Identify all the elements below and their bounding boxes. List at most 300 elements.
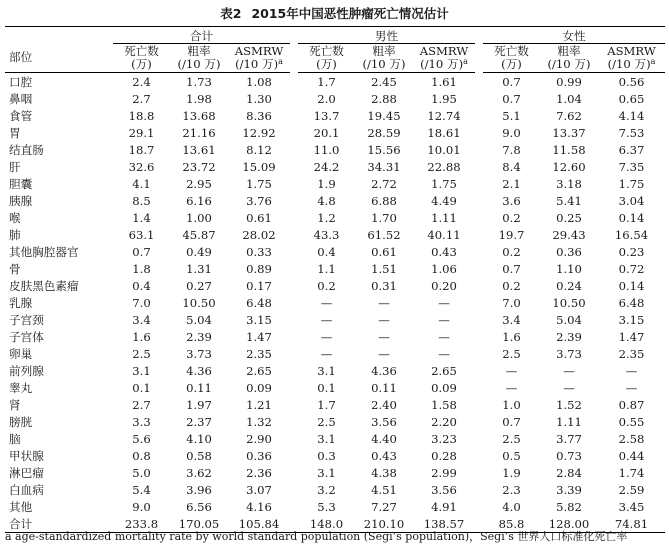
table-row	[5, 243, 665, 260]
value-cell: 1.61	[431, 74, 457, 89]
column-header-unit: (/10 万)	[420, 57, 464, 71]
site-name: 膀胱	[9, 414, 33, 429]
value-cell: 1.73	[186, 74, 212, 89]
table-row	[5, 362, 665, 379]
value-cell: 2.5	[132, 346, 151, 361]
value-cell: 2.58	[618, 431, 645, 446]
table-row	[5, 430, 665, 447]
value-cell: —	[505, 380, 518, 395]
value-cell: 2.5	[317, 414, 336, 429]
table-row	[5, 345, 665, 362]
value-cell: 1.1	[317, 261, 336, 276]
value-cell: 0.36	[246, 448, 272, 463]
column-header-name: 死亡数	[494, 44, 529, 58]
value-cell: 1.51	[371, 261, 397, 276]
value-cell: 19.7	[498, 227, 525, 242]
value-cell: 7.53	[618, 125, 645, 140]
value-cell: 0.61	[246, 210, 272, 225]
value-cell: 10.50	[182, 295, 216, 310]
site-name: 乳腺	[9, 295, 33, 310]
value-cell: 0.7	[502, 414, 521, 429]
value-cell: 0.28	[431, 448, 457, 463]
value-cell: 7.8	[502, 142, 521, 157]
value-cell: —	[320, 295, 333, 310]
site-name: 其他胸腔器官	[9, 244, 79, 259]
value-cell: 12.92	[242, 125, 276, 140]
group-header-male: 男性	[298, 27, 475, 44]
column-header-female-2	[598, 44, 665, 73]
value-cell: 2.7	[132, 397, 151, 412]
value-cell: 3.3	[132, 414, 151, 429]
value-cell: 3.1	[317, 363, 336, 378]
footnote-marker: a	[650, 57, 656, 66]
value-cell: 4.49	[431, 193, 457, 208]
value-cell: 4.36	[186, 363, 212, 378]
group-header-total: 合计	[113, 27, 290, 44]
value-cell: 1.70	[371, 210, 397, 225]
site-name: 前列腺	[9, 363, 44, 378]
value-cell: 2.45	[371, 74, 397, 89]
value-cell: 2.0	[317, 91, 336, 106]
value-cell: 11.0	[313, 142, 340, 157]
site-name: 淋巴瘤	[9, 465, 44, 480]
value-cell: 7.0	[502, 295, 521, 310]
value-cell: 0.61	[371, 244, 397, 259]
value-cell: 2.65	[246, 363, 272, 378]
value-cell: 0.58	[186, 448, 212, 463]
site-name: 皮肤黑色素瘤	[9, 278, 79, 293]
value-cell: 170.05	[170, 515, 228, 533]
value-cell: 0.7	[502, 74, 521, 89]
column-header-male-1	[355, 44, 413, 73]
value-cell: 2.35	[618, 346, 645, 361]
value-cell: 1.95	[431, 91, 457, 106]
value-cell: 210.10	[355, 515, 413, 533]
value-cell: 1.75	[246, 176, 272, 191]
value-cell: 0.4	[317, 244, 336, 259]
site-column-header: 部位	[5, 44, 113, 73]
value-cell: —	[378, 329, 390, 344]
value-cell: 1.0	[502, 397, 521, 412]
column-header-name: 粗率	[187, 44, 211, 58]
value-cell: 0.72	[618, 261, 645, 276]
value-cell: 0.3	[317, 448, 336, 463]
value-cell: 2.4	[132, 74, 151, 89]
value-cell: 2.36	[246, 465, 272, 480]
value-cell: 63.1	[128, 227, 155, 242]
value-cell: 5.3	[317, 499, 336, 514]
value-cell: 4.0	[502, 499, 521, 514]
value-cell: 2.7	[132, 91, 151, 106]
column-header-unit: (万)	[501, 57, 522, 71]
value-cell: —	[438, 312, 450, 327]
value-cell: 22.88	[427, 159, 461, 174]
table-row	[5, 328, 665, 345]
value-cell: 0.65	[618, 91, 645, 106]
value-cell: 6.37	[618, 142, 645, 157]
value-cell: 0.09	[246, 380, 272, 395]
value-cell: 2.65	[431, 363, 457, 378]
value-cell: 74.81	[598, 515, 665, 533]
value-cell: 3.15	[246, 312, 272, 327]
value-cell: 3.6	[502, 193, 521, 208]
column-header-total-0	[113, 44, 170, 73]
value-cell: 3.56	[371, 414, 397, 429]
value-cell: 3.18	[556, 176, 582, 191]
table-row	[5, 396, 665, 413]
value-cell: 29.43	[552, 227, 586, 242]
value-cell: 19.45	[367, 108, 401, 123]
value-cell: 148.0	[298, 515, 355, 533]
value-cell: 4.40	[371, 431, 397, 446]
value-cell: —	[563, 363, 575, 378]
column-header-male-2	[413, 44, 475, 73]
value-cell: 233.8	[113, 515, 170, 533]
value-cell: 28.02	[242, 227, 276, 242]
site-name: 合计	[5, 515, 113, 533]
value-cell: 15.56	[367, 142, 401, 157]
value-cell: 0.24	[556, 278, 582, 293]
value-cell: 2.5	[502, 346, 521, 361]
value-cell: 1.9	[317, 176, 336, 191]
footnote-marker: a	[463, 57, 468, 66]
value-cell: 13.68	[182, 108, 216, 123]
value-cell: 1.47	[246, 329, 272, 344]
site-name: 肺	[9, 227, 21, 242]
value-cell: —	[438, 295, 450, 310]
value-cell: 138.57	[413, 515, 475, 533]
value-cell: 2.39	[186, 329, 212, 344]
value-cell: 0.55	[618, 414, 645, 429]
table-row	[5, 107, 665, 124]
value-cell: 29.1	[128, 125, 155, 140]
table-row	[5, 379, 665, 396]
value-cell: 3.4	[132, 312, 151, 327]
value-cell: —	[505, 363, 518, 378]
table-row	[5, 141, 665, 158]
value-cell: 9.0	[502, 125, 521, 140]
column-header-unit: (/10 万)	[177, 57, 221, 71]
column-header-unit: (万)	[131, 57, 152, 71]
value-cell: 3.1	[317, 465, 336, 480]
value-cell: —	[438, 329, 450, 344]
value-cell: 28.59	[367, 125, 401, 140]
value-cell: 1.6	[502, 329, 521, 344]
value-cell: 0.4	[132, 278, 151, 293]
value-cell: 1.47	[618, 329, 645, 344]
site-name: 其他	[9, 499, 33, 514]
value-cell: 1.7	[317, 74, 336, 89]
table-row	[5, 481, 665, 498]
value-cell: 0.44	[618, 448, 645, 463]
value-cell: 4.14	[618, 108, 645, 123]
column-header-unit: (/10 万)	[362, 57, 406, 71]
value-cell: 10.50	[552, 295, 586, 310]
table-body	[5, 73, 665, 533]
value-cell: 34.31	[367, 159, 401, 174]
column-header-unit: (/10 万)	[235, 57, 279, 71]
value-cell: 0.8	[132, 448, 151, 463]
site-name: 睾丸	[9, 380, 33, 395]
column-header-name: ASMRW	[234, 44, 284, 58]
site-name: 脑	[9, 431, 21, 446]
value-cell: 0.1	[317, 380, 336, 395]
value-cell: 5.04	[556, 312, 582, 327]
value-cell: 6.48	[618, 295, 645, 310]
site-name: 口腔	[9, 74, 33, 89]
value-cell: 20.1	[313, 125, 340, 140]
value-cell: 0.7	[132, 244, 151, 259]
value-cell: 2.95	[186, 176, 212, 191]
value-cell: 105.84	[228, 515, 290, 533]
value-cell: 3.04	[618, 193, 645, 208]
value-cell: 0.09	[431, 380, 457, 395]
value-cell: 0.99	[556, 74, 582, 89]
value-cell: 0.11	[186, 380, 212, 395]
value-cell: 0.89	[246, 261, 272, 276]
value-cell: 1.2	[317, 210, 336, 225]
value-cell: 0.49	[186, 244, 212, 259]
value-cell: 4.91	[431, 499, 457, 514]
value-cell: 6.16	[186, 193, 212, 208]
site-name: 骨	[9, 261, 21, 276]
value-cell: 0.2	[317, 278, 336, 293]
value-cell: 2.99	[431, 465, 457, 480]
value-cell: —	[320, 329, 333, 344]
table-row	[5, 158, 665, 175]
value-cell: 2.37	[186, 414, 212, 429]
value-cell: 1.06	[431, 261, 457, 276]
site-name: 白血病	[9, 482, 44, 497]
value-cell: 0.25	[556, 210, 582, 225]
value-cell: 3.1	[132, 363, 151, 378]
value-cell: 8.12	[246, 142, 272, 157]
value-cell: —	[438, 346, 450, 361]
column-header-male-0	[298, 44, 355, 73]
value-cell: 0.14	[618, 278, 645, 293]
column-header-name: ASMRW	[607, 44, 656, 58]
value-cell: 1.98	[186, 91, 212, 106]
value-cell: 13.61	[182, 142, 216, 157]
table-row	[5, 447, 665, 464]
value-cell: 7.62	[556, 108, 582, 123]
value-cell: 61.52	[367, 227, 401, 242]
value-cell: 3.15	[618, 312, 645, 327]
site-name: 喉	[9, 210, 21, 225]
value-cell: 1.00	[186, 210, 212, 225]
value-cell: —	[378, 295, 390, 310]
value-cell: 13.37	[552, 125, 586, 140]
value-cell: 2.90	[246, 431, 272, 446]
value-cell: 12.60	[552, 159, 586, 174]
table-row	[5, 124, 665, 141]
value-cell: 2.59	[618, 482, 645, 497]
value-cell: 4.16	[246, 499, 272, 514]
value-cell: 0.56	[618, 74, 645, 89]
value-cell: 0.14	[618, 210, 645, 225]
value-cell: 1.8	[132, 261, 151, 276]
value-cell: 5.6	[132, 431, 151, 446]
table-row	[5, 277, 665, 294]
value-cell: 0.2	[502, 278, 521, 293]
value-cell: 1.52	[556, 397, 582, 412]
column-header-name: ASMRW	[419, 44, 469, 58]
value-cell: 21.16	[182, 125, 216, 140]
value-cell: 32.6	[128, 159, 155, 174]
value-cell: —	[625, 363, 638, 378]
value-cell: 2.88	[371, 91, 397, 106]
value-cell: 45.87	[182, 227, 216, 242]
value-cell: 3.56	[431, 482, 457, 497]
value-cell: 0.36	[556, 244, 582, 259]
site-name: 胃	[9, 125, 21, 140]
column-header-total-2	[228, 44, 290, 73]
value-cell: 7.27	[371, 499, 397, 514]
value-cell: 0.73	[556, 448, 582, 463]
site-name: 结直肠	[9, 142, 44, 157]
table-row	[5, 294, 665, 311]
value-cell: 0.43	[431, 244, 457, 259]
site-name: 子宫体	[9, 329, 44, 344]
column-header-row	[5, 44, 665, 73]
value-cell: 10.01	[427, 142, 461, 157]
value-cell: 18.61	[427, 125, 461, 140]
table-row	[5, 175, 665, 192]
value-cell: 0.2	[502, 244, 521, 259]
column-header-total-1	[170, 44, 228, 73]
footnote	[5, 530, 665, 544]
column-header-name: 粗率	[372, 44, 396, 58]
value-cell: 2.3	[502, 482, 521, 497]
value-cell: 3.73	[186, 346, 212, 361]
table-row	[5, 73, 665, 91]
value-cell: 1.58	[431, 397, 457, 412]
value-cell: 0.1	[132, 380, 151, 395]
value-cell: 4.10	[186, 431, 212, 446]
value-cell: 3.07	[246, 482, 272, 497]
value-cell: 3.77	[556, 431, 582, 446]
column-header-unit: (/10 万)	[547, 57, 591, 71]
value-cell: 2.5	[502, 431, 521, 446]
table-row	[5, 464, 665, 481]
value-cell: 1.7	[317, 397, 336, 412]
value-cell: 2.72	[371, 176, 397, 191]
value-cell: 128.00	[540, 515, 598, 533]
value-cell: —	[320, 346, 333, 361]
value-cell: 2.20	[431, 414, 457, 429]
group-header-row	[5, 27, 665, 44]
value-cell: 2.39	[556, 329, 582, 344]
value-cell: 4.8	[317, 193, 336, 208]
value-cell: 3.39	[556, 482, 582, 497]
column-header-name: 死亡数	[124, 44, 159, 58]
value-cell: 16.54	[614, 227, 649, 242]
value-cell: 3.23	[431, 431, 457, 446]
value-cell: 1.4	[132, 210, 151, 225]
value-cell: 3.73	[556, 346, 582, 361]
group-header-female: 女性	[483, 27, 665, 44]
column-header-name: 死亡数	[309, 44, 344, 58]
value-cell: 0.43	[371, 448, 397, 463]
value-cell: 24.2	[313, 159, 340, 174]
value-cell: 3.96	[186, 482, 212, 497]
table-row	[5, 192, 665, 209]
value-cell: 0.87	[618, 397, 645, 412]
value-cell: 4.51	[371, 482, 397, 497]
table-row	[5, 413, 665, 430]
value-cell: 7.35	[618, 159, 645, 174]
value-cell: 5.4	[132, 482, 151, 497]
table-row	[5, 311, 665, 328]
value-cell: 1.9	[502, 465, 521, 480]
value-cell: 3.62	[186, 465, 212, 480]
value-cell: 5.0	[132, 465, 151, 480]
value-cell: 5.82	[556, 499, 582, 514]
value-cell: —	[378, 312, 390, 327]
value-cell: 1.75	[618, 176, 645, 191]
value-cell: 2.84	[556, 465, 582, 480]
site-name: 肝	[9, 159, 21, 174]
value-cell: 0.5	[502, 448, 521, 463]
value-cell: 8.4	[502, 159, 521, 174]
mortality-table	[5, 26, 665, 533]
value-cell: 1.21	[246, 397, 272, 412]
value-cell: 1.32	[246, 414, 272, 429]
table-row	[5, 260, 665, 277]
table-title	[0, 6, 669, 22]
value-cell: 0.33	[246, 244, 272, 259]
value-cell: 18.8	[128, 108, 155, 123]
table-row	[5, 498, 665, 515]
site-name: 胆囊	[9, 176, 33, 191]
value-cell: 0.2	[502, 210, 521, 225]
value-cell: 13.7	[313, 108, 340, 123]
value-cell: —	[378, 346, 390, 361]
value-cell: 12.74	[427, 108, 461, 123]
value-cell: 0.20	[431, 278, 457, 293]
site-name: 卵巢	[9, 346, 33, 361]
value-cell: 3.76	[246, 193, 272, 208]
value-cell: 5.41	[556, 193, 582, 208]
value-cell: 3.4	[502, 312, 521, 327]
value-cell: —	[625, 380, 638, 395]
site-name: 肾	[9, 397, 21, 412]
value-cell: 1.97	[186, 397, 212, 412]
value-cell: 85.8	[483, 515, 540, 533]
value-cell: 1.30	[246, 91, 272, 106]
value-cell: 3.45	[618, 499, 645, 514]
value-cell: 1.08	[246, 74, 272, 89]
value-cell: 5.04	[186, 312, 212, 327]
value-cell: 1.10	[556, 261, 582, 276]
value-cell: 0.23	[618, 244, 645, 259]
value-cell: 0.31	[371, 278, 397, 293]
value-cell: 4.38	[371, 465, 397, 480]
value-cell: 1.74	[618, 465, 645, 480]
table-label: 表2	[220, 6, 242, 21]
table-caption: 2015年中国恶性肿瘤死亡情况估计	[251, 6, 449, 21]
column-header-unit: (万)	[316, 57, 337, 71]
value-cell: 40.11	[427, 227, 461, 242]
value-cell: 18.7	[128, 142, 155, 157]
table-row	[5, 209, 665, 226]
value-cell: 4.36	[371, 363, 397, 378]
value-cell: 1.04	[556, 91, 582, 106]
site-name: 鼻咽	[9, 91, 33, 106]
value-cell: 1.6	[132, 329, 151, 344]
value-cell: 0.27	[186, 278, 212, 293]
site-name: 子宫颈	[9, 312, 44, 327]
